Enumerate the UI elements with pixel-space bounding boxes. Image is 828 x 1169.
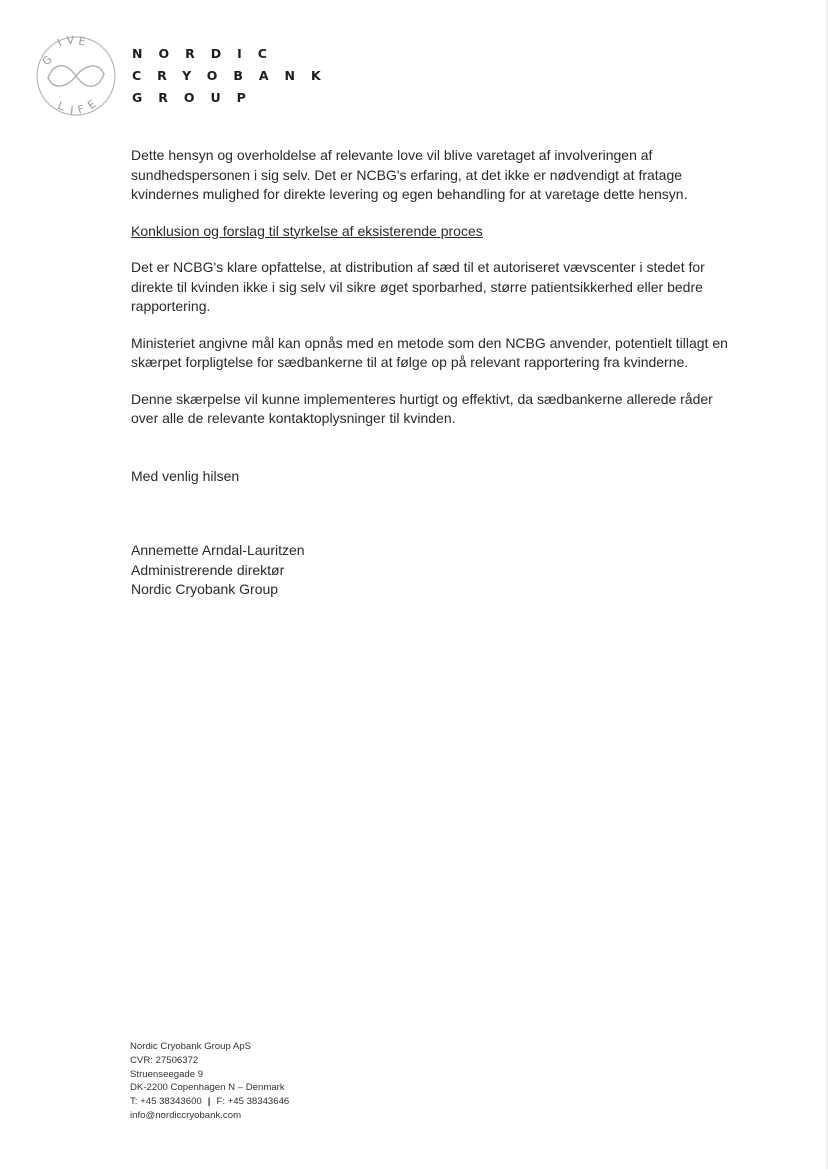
svg-text:G: G <box>39 52 55 69</box>
section-heading: Konklusion og forslag til styrkelse af eksisterende proces <box>131 222 483 239</box>
brand-line-3: GROUP <box>132 90 262 105</box>
paragraph-4: Denne skærpelse vil kunne implementeres hurtigt og effektivt, da sædbankerne allerede råder over alle de relevante kontaktoplysninger til kvinden. <box>131 390 713 426</box>
footer-address <box>130 1040 289 1123</box>
signer-title: Administrerende direktør <box>131 561 285 578</box>
svg-text:E: E <box>77 34 87 49</box>
paragraph-3: Ministeriet angivne mål kan opnås med en metode som den NCBG anvender, potentielt tillagt en skærpet forpligtelse for sædbankerne til at følge op på relevant rapportering fra kvinderne. <box>131 334 728 370</box>
brand-wordmark <box>132 43 337 109</box>
signature-block <box>131 541 731 600</box>
svg-text:F: F <box>76 102 86 117</box>
footer-fax: F: +45 38343646 <box>216 1096 290 1108</box>
svg-text:L: L <box>55 98 67 114</box>
signer-company: Nordic Cryobank Group <box>131 581 279 597</box>
paragraph-2: Det er NCBG's klare opfattelse, at distribution af sæd til et autoriseret vævscenter i stedet for direkte til kvinden ikke i sig selv vil sikre øget sporbarhed, større patientsikkerhed eller bedre rapportering. <box>131 259 705 314</box>
paragraph-1: Dette hensyn og overholdelse af relevante love vil blive varetaget af involveringen af sundhedspersonen i sig selv. Det er NCBG's erfaring, at det ikke er nødvendigt at fratage kvindernes mulighed for direkte levering og egen behandling for at varetage dette hensyn. <box>131 147 688 202</box>
brand-line-1: NORDIC <box>132 46 283 61</box>
svg-text:E: E <box>85 97 99 113</box>
brand-line-2: CRYOBANK <box>132 68 337 83</box>
svg-text:I: I <box>69 103 74 118</box>
svg-text:V: V <box>66 34 75 48</box>
footer-email: info@nordiccryobank.com <box>130 1109 242 1121</box>
footer-phone: T: +45 38343600 <box>130 1096 202 1108</box>
letter-body <box>131 146 731 600</box>
svg-text:I: I <box>55 36 64 50</box>
footer-cvr: CVR: 27506372 <box>130 1054 199 1066</box>
signer-name: Annemette Arndal-Lauritzen <box>131 542 305 558</box>
footer-street: Struenseegade 9 <box>130 1068 204 1080</box>
footer-company: Nordic Cryobank Group ApS <box>130 1041 252 1052</box>
footer-contact-line <box>130 1095 289 1109</box>
footer-separator: | <box>207 1096 211 1108</box>
give-life-logo <box>34 34 118 118</box>
give-life-infinity-icon <box>34 34 118 118</box>
closing-salutation: Med venlig hilsen <box>131 467 240 484</box>
footer-city: DK-2200 Copenhagen N – Denmark <box>130 1082 285 1094</box>
